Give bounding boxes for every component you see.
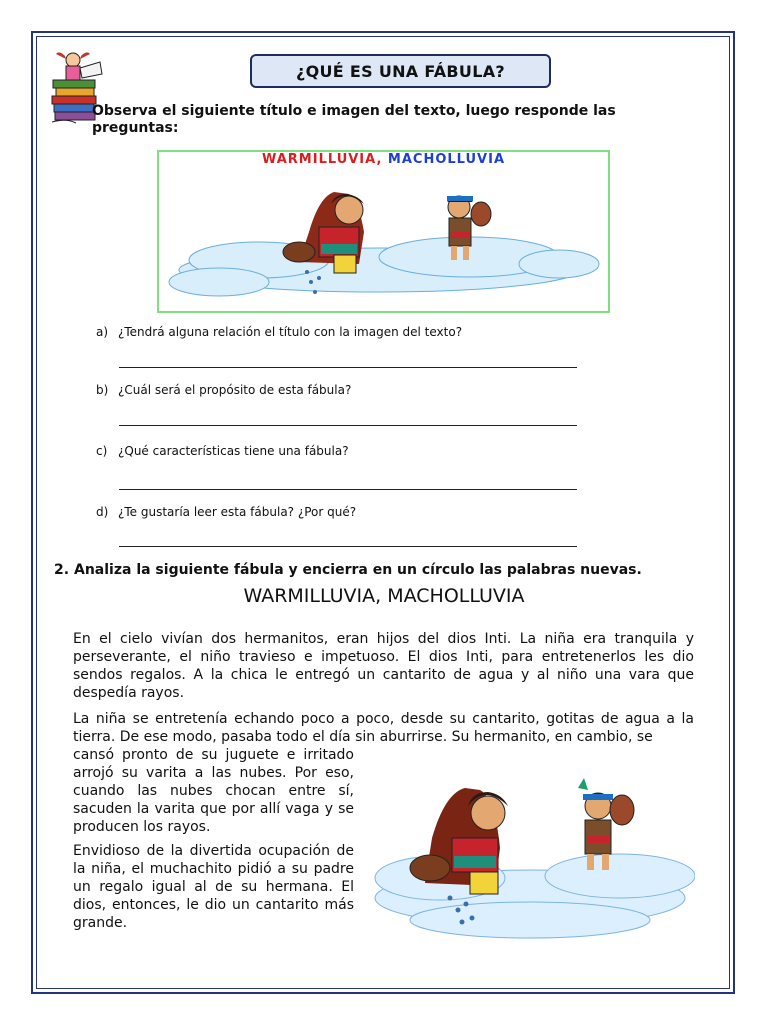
fable-paragraph-2-continued: cansó pronto de su juguete e irritado arrojó su varita a las nubes. Por eso, cuando las nubes chocan entre sí, sacuden la varita que por allí vaga y se producen los rayos. bbox=[73, 747, 354, 835]
caption-part-2: MACHOLLUVIA bbox=[387, 152, 506, 167]
question-d bbox=[96, 505, 356, 519]
question-text: ¿Tendrá alguna relación el título con la imagen del texto? bbox=[118, 325, 463, 339]
fable-illustration-top bbox=[157, 150, 610, 313]
fable-paragraph-3: Envidioso de la divertida ocupación de la niña, el muchachito pidió a su padre un regalo igual al de su hermana. El dios, entonces, le dio un cantarito más grande. bbox=[73, 843, 354, 931]
question-letter: c) bbox=[96, 444, 108, 458]
answer-line-b[interactable] bbox=[119, 425, 577, 426]
fable-paragraph-2: La niña se entretenía echando poco a poco, desde su cantarito, gotitas de agua a la tierra. De ese modo, pasaba todo el día sin aburrirse. Su hermanito, en cambio, se bbox=[73, 711, 694, 745]
answer-line-c[interactable] bbox=[119, 489, 577, 490]
fable-illustration-bottom bbox=[370, 758, 695, 943]
question-letter: d) bbox=[96, 505, 109, 519]
answer-line-d[interactable] bbox=[119, 546, 577, 547]
question-c bbox=[96, 444, 349, 458]
siblings-on-clouds-illustration bbox=[159, 152, 608, 311]
section-2-heading bbox=[54, 562, 642, 578]
answer-line-a[interactable] bbox=[119, 367, 577, 368]
instructions-text: Observa el siguiente título e imagen del texto, luego responde las preguntas: bbox=[92, 103, 616, 136]
question-text: ¿Cuál será el propósito de esta fábula? bbox=[118, 383, 352, 397]
section-text: Analiza la siguiente fábula y encierra en un círculo las palabras nuevas. bbox=[74, 562, 642, 578]
fable-title: WARMILLUVIA, MACHOLLUVIA bbox=[243, 585, 525, 607]
question-text: ¿Te gustaría leer esta fábula? ¿Por qué? bbox=[118, 505, 357, 519]
section-number: 2. bbox=[54, 562, 70, 578]
caption-part-1: WARMILLUVIA, bbox=[261, 152, 383, 167]
question-letter: b) bbox=[96, 383, 109, 397]
question-b bbox=[96, 383, 351, 397]
question-letter: a) bbox=[96, 325, 109, 339]
page-title: ¿QUÉ ES UNA FÁBULA? bbox=[250, 54, 551, 88]
question-text: ¿Qué características tiene una fábula? bbox=[118, 444, 349, 458]
question-a bbox=[96, 325, 462, 339]
fable-paragraph-1: En el cielo vivían dos hermanitos, eran hijos del dios Inti. La niña era tranquila y perseverante, el niño travieso e impetuoso. El dios Inti, para entretenerlos les dio sendos regalos. A la chica le entregó un cantarito de agua y al niño una vara que despedía rayos. bbox=[73, 631, 694, 701]
